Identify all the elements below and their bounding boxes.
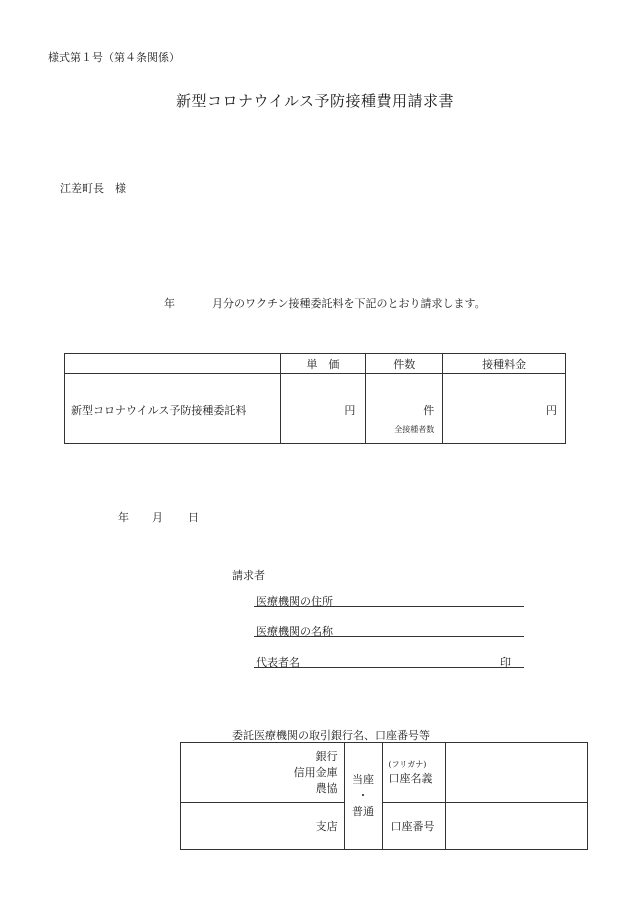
fee-table-count-unit: 件	[423, 404, 435, 417]
bank-type-shinkin: 信用金庫	[293, 765, 338, 779]
fee-table-header-unit-price: 単 価	[280, 354, 366, 374]
bank-caption: 委託医療機関の取引銀行名、口座番号等	[232, 729, 430, 742]
seal-mark: 印	[500, 656, 511, 669]
document-title: 新型コロナウイルス予防接種費用請求書	[175, 92, 455, 110]
fee-table-count-cell[interactable]	[366, 374, 443, 444]
request-year-label: 年	[164, 297, 175, 310]
fee-table-header-count: 件数	[366, 354, 443, 374]
account-type-separator: ・	[357, 789, 369, 802]
fee-table-total-cell[interactable]: 円	[443, 374, 566, 444]
claimant-name-line[interactable]	[254, 636, 524, 637]
addressee: 江差町長 様	[60, 182, 126, 195]
furigana-label: (フリガナ)	[388, 760, 427, 769]
fee-table-unit-price-cell[interactable]: 円	[280, 374, 366, 444]
fee-table	[64, 353, 566, 444]
date-year-label: 年	[118, 511, 129, 524]
branch-cell[interactable]	[181, 803, 345, 850]
account-type-ordinary: 普通	[352, 805, 375, 818]
request-text: 月分のワクチン接種委託料を下記のとおり請求します。	[212, 297, 486, 310]
claimant-name-label: 医療機関の名称	[256, 625, 333, 638]
bank-table	[180, 742, 588, 850]
fee-table-header-total: 接種料金	[443, 354, 566, 374]
account-number-label-cell	[382, 803, 446, 850]
account-name-label-cell	[382, 743, 446, 803]
account-name-label: 口座名義	[388, 772, 433, 785]
branch-label: 支店	[315, 820, 338, 833]
claimant-address-line[interactable]	[254, 606, 524, 607]
account-type-cell[interactable]	[344, 743, 382, 850]
claimant-representative-label: 代表者名	[256, 656, 300, 669]
bank-type-bank: 銀行	[315, 749, 338, 763]
account-number-label: 口座番号	[390, 820, 435, 833]
date-month-label: 月	[152, 511, 163, 524]
form-number: 様式第１号（第４条関係）	[48, 51, 180, 64]
claimant-label: 請求者	[232, 569, 265, 582]
bank-type-nokyo: 農協	[315, 781, 338, 795]
claimant-representative-line[interactable]	[254, 667, 524, 668]
claimant-address-label: 医療機関の住所	[256, 595, 333, 608]
fee-table-header-blank	[65, 354, 281, 374]
date-day-label: 日	[188, 511, 199, 524]
account-name-input-cell[interactable]	[446, 743, 588, 803]
bank-name-cell[interactable]	[181, 743, 345, 803]
fee-table-count-note: 全接種者数	[394, 425, 435, 434]
account-type-current: 当座	[352, 773, 375, 786]
account-number-input-cell[interactable]	[446, 803, 588, 850]
fee-table-item-name: 新型コロナウイルス予防接種委託料	[65, 374, 281, 444]
